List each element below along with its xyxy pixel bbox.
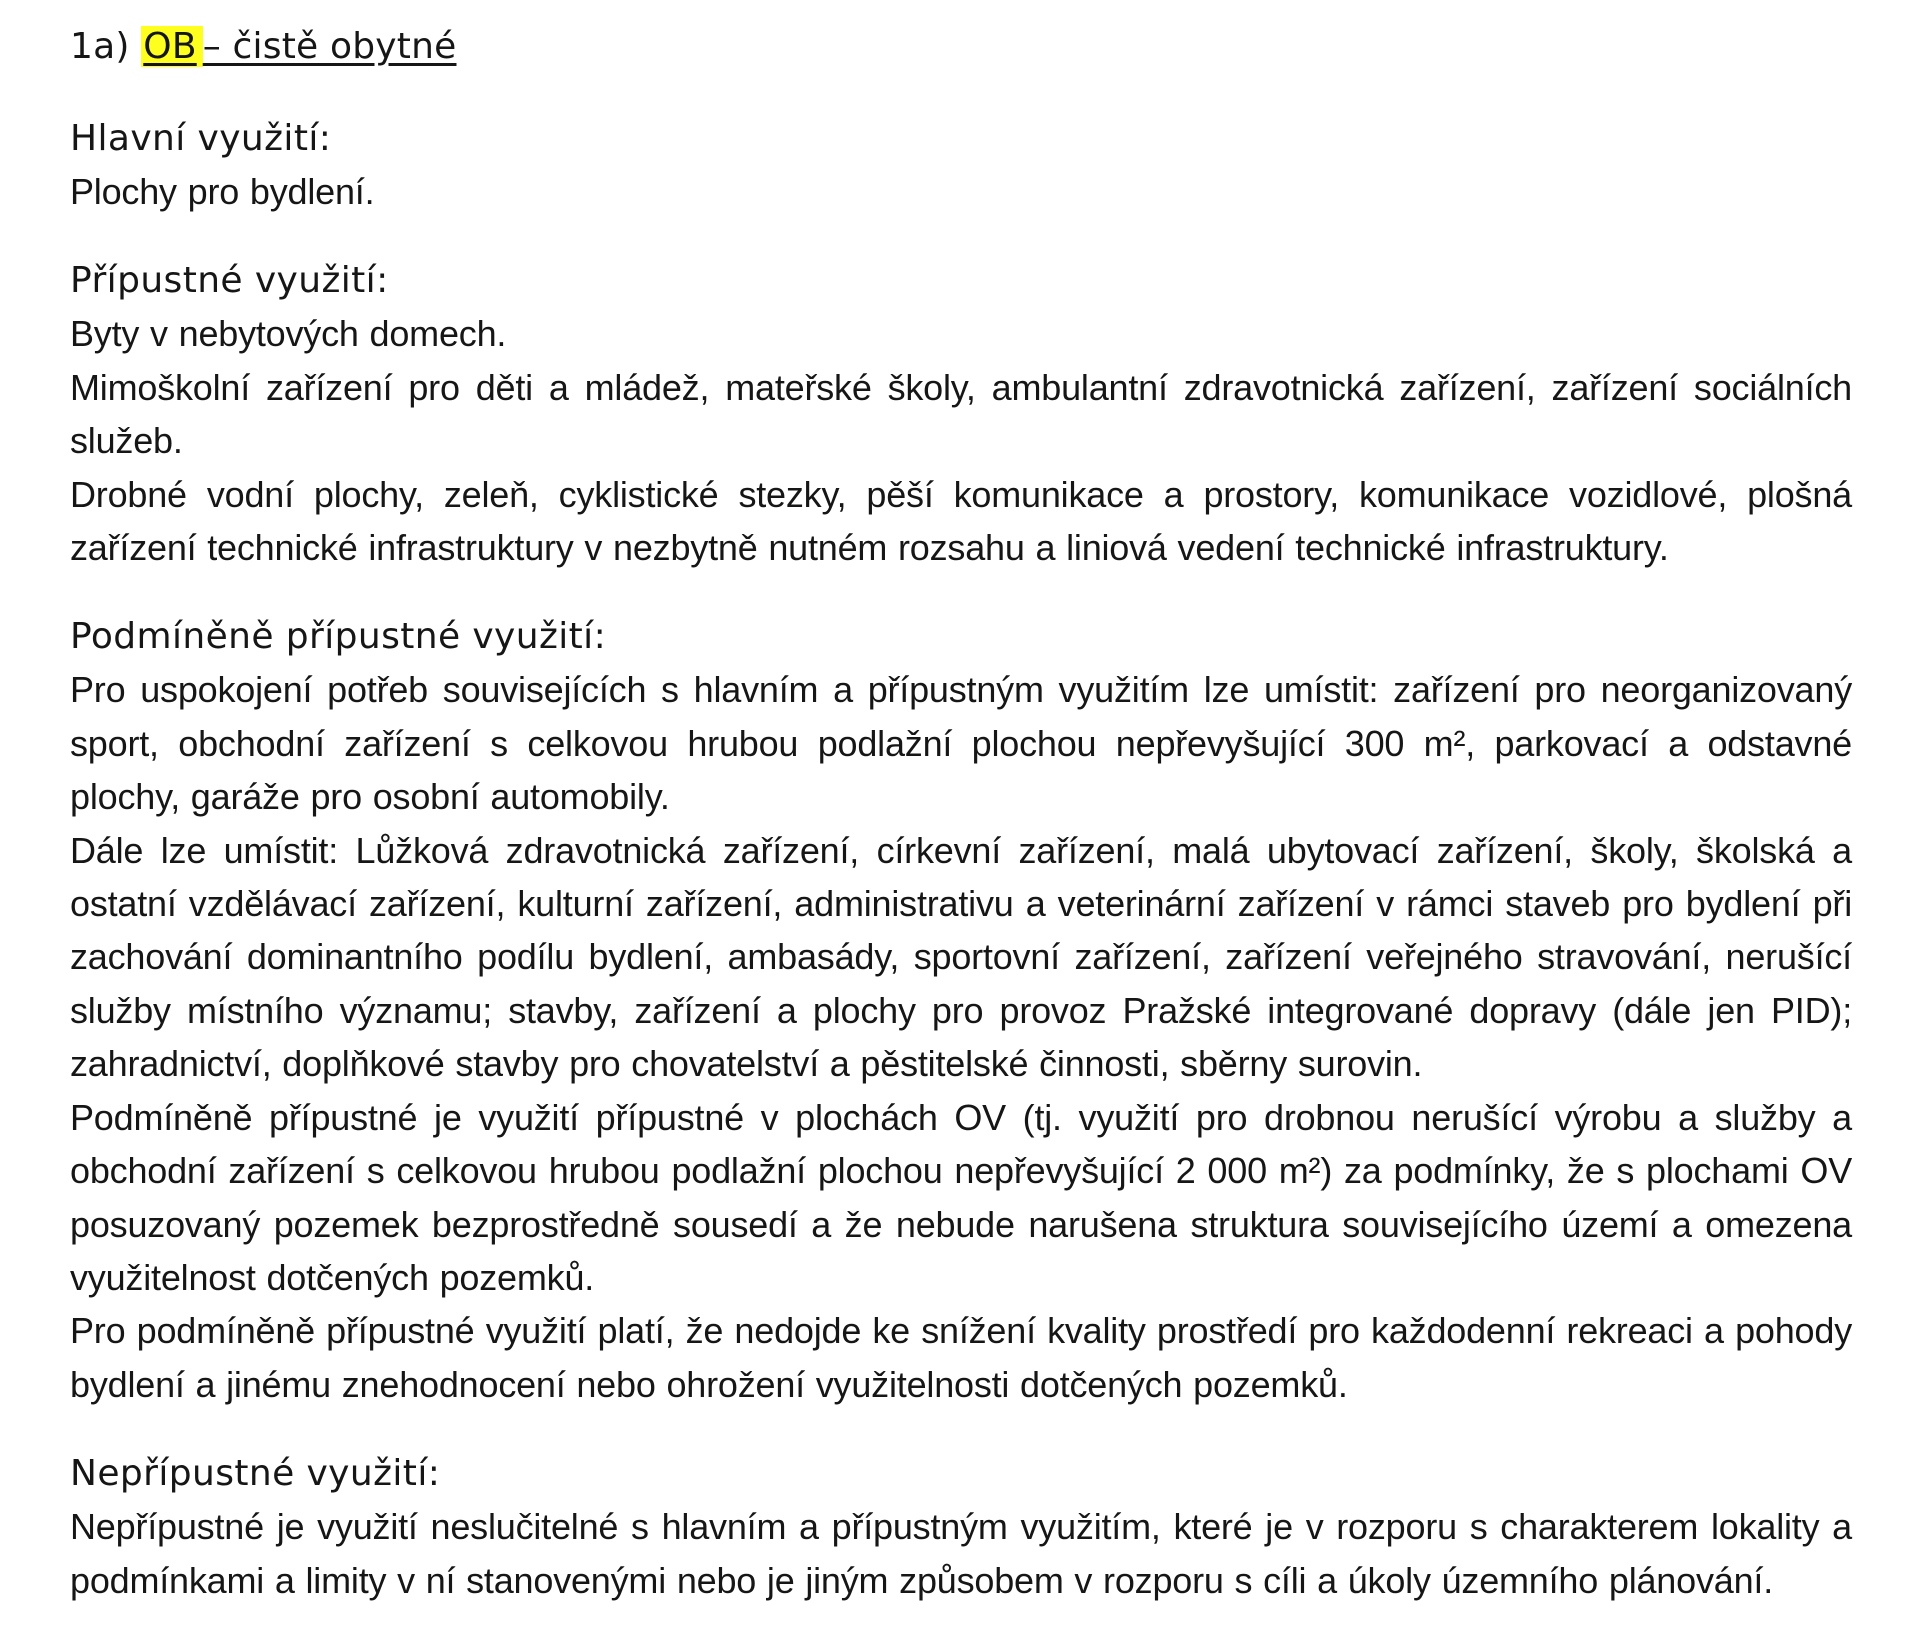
permitted-use-title: Přípustné využití: [70,260,389,302]
conditional-use-paragraph: Podmíněně přípustné je využití přípustné v plochách OV (tj. využití pro drobnou nerušící výrobu a služby a obchodní zařízení s celkovou hrubou podlažní plochou nepřevyšující 2 000 m²) za podmínky, že s plochami OV posuzovaný pozemek bezprostředně sousedí a že nebude narušena struktura souvisejícího území a omezena využitelnost dotčených pozemků. [70,1096,1852,1298]
conditional-use-paragraph: Pro podmíněně přípustné využití platí, že nedojde ke snížení kvality prostředí pro každodenní rekreaci a pohody bydlení a jinému znehodnocení nebo ohrožení využitelnosti dotčených pozemků. [70,1310,1852,1405]
section-heading [70,20,1852,74]
permitted-use-paragraph: Mimoškolní zařízení pro děti a mládež, mateřské školy, ambulantní zdravotnická zařízení, zařízení sociálních služeb. [70,366,1852,462]
prohibited-use-section [70,1447,1852,1607]
zone-title: – čistě obytné [202,26,457,67]
prohibited-use-paragraph: Nepřípustné je využití neslučitelné s hlavním a přípustným využitím, které je v rozporu s charakterem lokality a podmínkami a limity v ní stanovenými nebo je jiným způsobem v rozporu s cíli a úkoly územního plánování. [70,1506,1852,1601]
permitted-use-paragraph: Byty v nebytových domech. [70,313,507,355]
main-use-section [70,112,1852,218]
prohibited-use-title: Nepřípustné využití: [70,1453,441,1495]
conditional-use-paragraph: Pro uspokojení potřeb souvisejících s hlavním a přípustným využitím lze umístit: zařízení pro neorganizovaný sport, obchodní zařízení s celkovou hrubou podlažní plochou nepřevyšující 300 m², parkovací a odstavné plochy, garáže pro osobní automobily. [70,669,1852,818]
permitted-use-section [70,254,1852,574]
conditional-use-paragraph: Dále lze umístit: Lůžková zdravotnická zařízení, církevní zařízení, malá ubytovací zařízení, školy, školská a ostatní vzdělávací zařízení, kulturní zařízení, administrativu a veterinární zařízení v rámci staveb pro bydlení při zachování dominantního podílu bydlení, ambasády, sportovní zařízení, zařízení veřejného stravování, nerušící služby místního významu; stavby, zařízení a plochy pro provoz Pražské integrované dopravy (dále jen PID); zahradnictví, doplňkové stavby pro chovatelství a pěstitelské činnosti, sběrny surovin. [70,829,1852,1085]
zone-code-highlight: OB [141,26,202,67]
main-use-title: Hlavní využití: [70,118,332,159]
permitted-use-paragraph: Drobné vodní plochy, zeleň, cyklistické stezky, pěší komunikace a prostory, komunikace vozidlové, plošná zařízení technické infrastruktury v nezbytně nutném rozsahu a liniová vedení technické infrastruktury. [70,473,1852,569]
heading-prefix: 1a) [70,26,130,67]
main-use-paragraph: Plochy pro bydlení. [70,171,375,212]
conditional-use-section [70,610,1852,1411]
document-page [70,20,1852,1643]
conditional-use-title: Podmíněně přípustné využití: [70,616,607,658]
